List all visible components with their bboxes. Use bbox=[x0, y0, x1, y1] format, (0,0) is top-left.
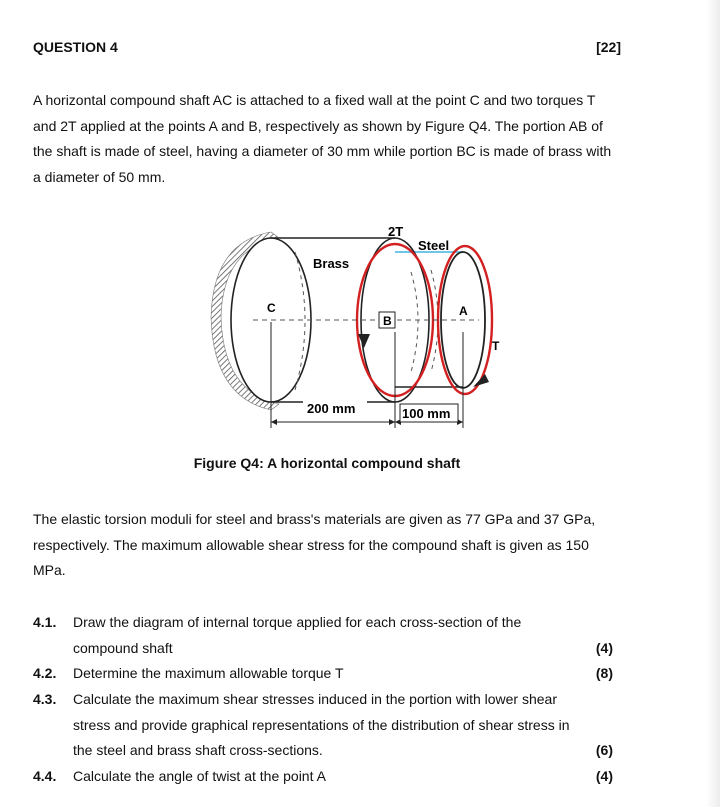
question-4-2 bbox=[33, 661, 613, 687]
label-t: T bbox=[492, 339, 500, 353]
question-4-4 bbox=[33, 764, 613, 790]
compound-shaft-diagram bbox=[183, 222, 500, 432]
label-steel: Steel bbox=[418, 238, 450, 253]
question-header bbox=[33, 39, 621, 55]
question-text: Calculate the maximum shear stresses induced in the portion with lower shear stress and provide graphical representations of the distribution of shear stress in the steel and brass shaft cross-sections. bbox=[73, 691, 570, 758]
dimension-ab: 100 mm bbox=[402, 406, 451, 421]
dimension-bc: 200 mm bbox=[307, 401, 356, 416]
question-number: 4.3. bbox=[33, 691, 57, 707]
question-marks: [22] bbox=[596, 39, 621, 55]
question-number: 4.4. bbox=[33, 768, 57, 784]
page-edge-shadow bbox=[706, 0, 720, 807]
figure-caption: Figure Q4: A horizontal compound shaft bbox=[193, 455, 461, 471]
label-brass: Brass bbox=[313, 256, 350, 271]
question-marks: (8) bbox=[595, 665, 613, 681]
question-number: 4.2. bbox=[33, 665, 57, 681]
question-marks: (4) bbox=[595, 639, 613, 656]
intro-paragraph: A horizontal compound shaft AC is attached to a fixed wall at the point C and two torques T and 2T applied at the points A and B, respectively as shown by Figure Q4. The portion AB of the shaft is made of steel, having a diameter of 30 mm while portion BC is made of brass with a diameter of 50 mm. bbox=[33, 92, 612, 185]
question-4-1 bbox=[33, 610, 613, 661]
figure-q4 bbox=[183, 222, 500, 432]
label-2t: 2T bbox=[388, 224, 404, 239]
question-marks: (4) bbox=[595, 768, 613, 784]
label-a: A bbox=[459, 304, 468, 318]
label-b: B bbox=[383, 314, 392, 328]
question-title: QUESTION 4 bbox=[33, 39, 118, 55]
question-4-3 bbox=[33, 687, 613, 764]
label-c: C bbox=[267, 301, 276, 315]
question-text: Draw the diagram of internal torque applied for each cross-section of the compound shaft bbox=[73, 614, 522, 656]
properties-paragraph: The elastic torsion moduli for steel and brass's materials are given as 77 GPa and 37 GPa, respectively. The maximum allowable shear stress for the compound shaft is given as 150 MPa. bbox=[33, 511, 596, 578]
question-text: Determine the maximum allowable torque T bbox=[73, 665, 344, 681]
question-number: 4.1. bbox=[33, 614, 57, 630]
question-marks: (6) bbox=[595, 742, 613, 758]
question-text: Calculate the angle of twist at the point A bbox=[73, 768, 326, 784]
